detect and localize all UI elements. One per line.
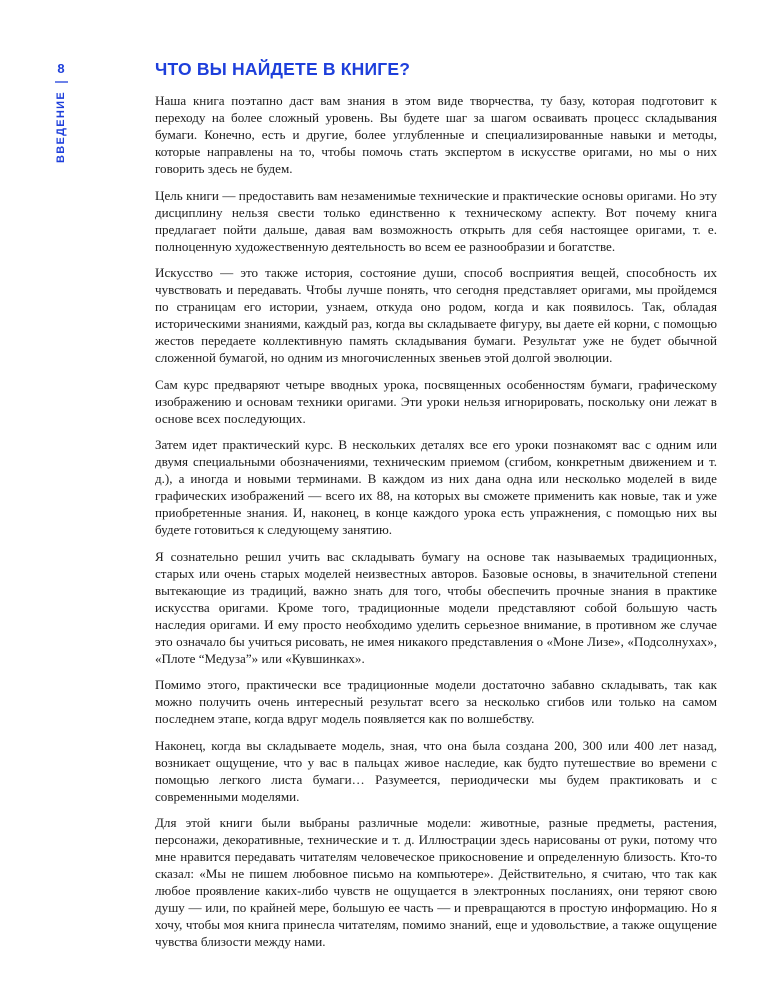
- paragraph: Наконец, когда вы складываете модель, зная, что она была создана 200, 300 или 400 лет назад, возникает ощущение, что у вас в пальцах живое наследие, как будто путешествие во времени с помощью легкого листа бумаги… Разумеется, периодически мы будем практиковать и с современными моделями.: [155, 737, 717, 804]
- page-number: 8: [57, 61, 65, 76]
- paragraph: Сам курс предваряют четыре вводных урока, посвященных особенностям бумаги, графическому изображению и основам техники оригами. Эти уроки нельзя игнорировать, поскольку они лежат в основе всех последующих.: [155, 376, 717, 426]
- article-heading: ЧТО ВЫ НАЙДЕТЕ В КНИГЕ?: [155, 59, 411, 79]
- paragraph: Я сознательно решил учить вас складывать бумагу на основе так называемых традиционных, старых или очень старых моделей неизвестных авторов. Базовые основы, в значительной степени вытекающие из традиций, важно знать для того, чтобы обеспечить прочные знания в практике искусства оригами. Кроме того, традиционные модели представляют собой большую часть наследия оригами. И ему просто необходимо уделить серьезное внимание, в противном же случае это означало бы учиться рисовать, не имея никакого представления о «Моне Лизе», «Подсолнухах», «Плоте “Медуза”» или «Кувшинках».: [155, 548, 717, 666]
- article-body: [155, 60, 717, 950]
- paragraph: Затем идет практический курс. В нескольких деталях все его уроки познакомят вас с одним или двумя специальными обозначениями, техническим приемом (сгибом, конкретным движением и т. д.), а иногда и новыми терминами. В каждом из них дана одна или несколько моделей в виде графических изображений — всего их 88, на которых вы сможете применить как новые, так и уже приобретенные знания. И, наконец, в конце каждого урока есть упражнения, с помощью них вы будете готовиться к следующему занятию.: [155, 437, 717, 538]
- paragraph: Помимо этого, практически все традиционные модели достаточно забавно складывать, так как можно получить очень интересный результат всего за несколько сгибов или только на самом последнем этапе, когда вдруг модель появляется как по волшебству.: [155, 677, 717, 727]
- paragraph: Для этой книги были выбраны различные модели: животные, разные предметы, растения, персонажи, декоративные, технические и т. д. Иллюстрации здесь нарисованы от руки, потому что мне нравится передавать читателям человеческое прикосновение и определенную близость. Кто-то сказал: «Мы не пишем любовное письмо на компьютере». Действительно, я считаю, что так как любое проявление каких-либо чувств не ощущается в электронных посланиях, они теряют свою душу — или, по крайней мере, большую ее часть — и превращаются в простую информацию. Но я хочу, чтобы моя книга принесла читателям, помимо знаний, еще и удовольствие, а также ощущение чувства близости между нами.: [155, 815, 717, 950]
- margin-rail: [50, 62, 72, 163]
- margin-rule-divider: [55, 81, 68, 83]
- paragraph: Наша книга поэтапно даст вам знания в этом виде творчества, ту базу, которая подготовит к переходу на более сложный уровень. Вы будете шаг за шагом осваивать процесс складывания бумаги. Конечно, есть и другие, более углубленные и специализированные навыки и методы, которые направлены на то, чтобы помочь стать экспертом в искусстве оригами, но мы о них говорить здесь не будем.: [155, 93, 717, 177]
- paragraph: Цель книги — предоставить вам незаменимые технические и практические основы оригами. Но эту дисциплину нельзя свести только единственно к техническому аспекту. Вот почему книга предлагает пойти дальше, давая вам возможность открыть для себя настоящее оригами, т. е. полноценную художественную деятельность во всем ее разнообразии и богатстве.: [155, 187, 717, 254]
- section-label: ВВЕДЕНИЕ: [55, 91, 67, 163]
- paragraph: Искусство — это также история, состояние души, способ восприятия вещей, способность их чувствовать и передавать. Чтобы лучше понять, что сегодня представляет оригами, мы пройдемся по страницам его истории, узнаем, откуда оно родом, когда и как появилось. Так, обладая историческими знаниями, каждый раз, когда вы складываете фигуру, вы даете ей корни, с помощью жестов передаете коллективную память складывания бумаги. Результат уже не будет обычной сложенной бумагой, но одним из многочисленных звеньев этой долгой эволюции.: [155, 265, 717, 366]
